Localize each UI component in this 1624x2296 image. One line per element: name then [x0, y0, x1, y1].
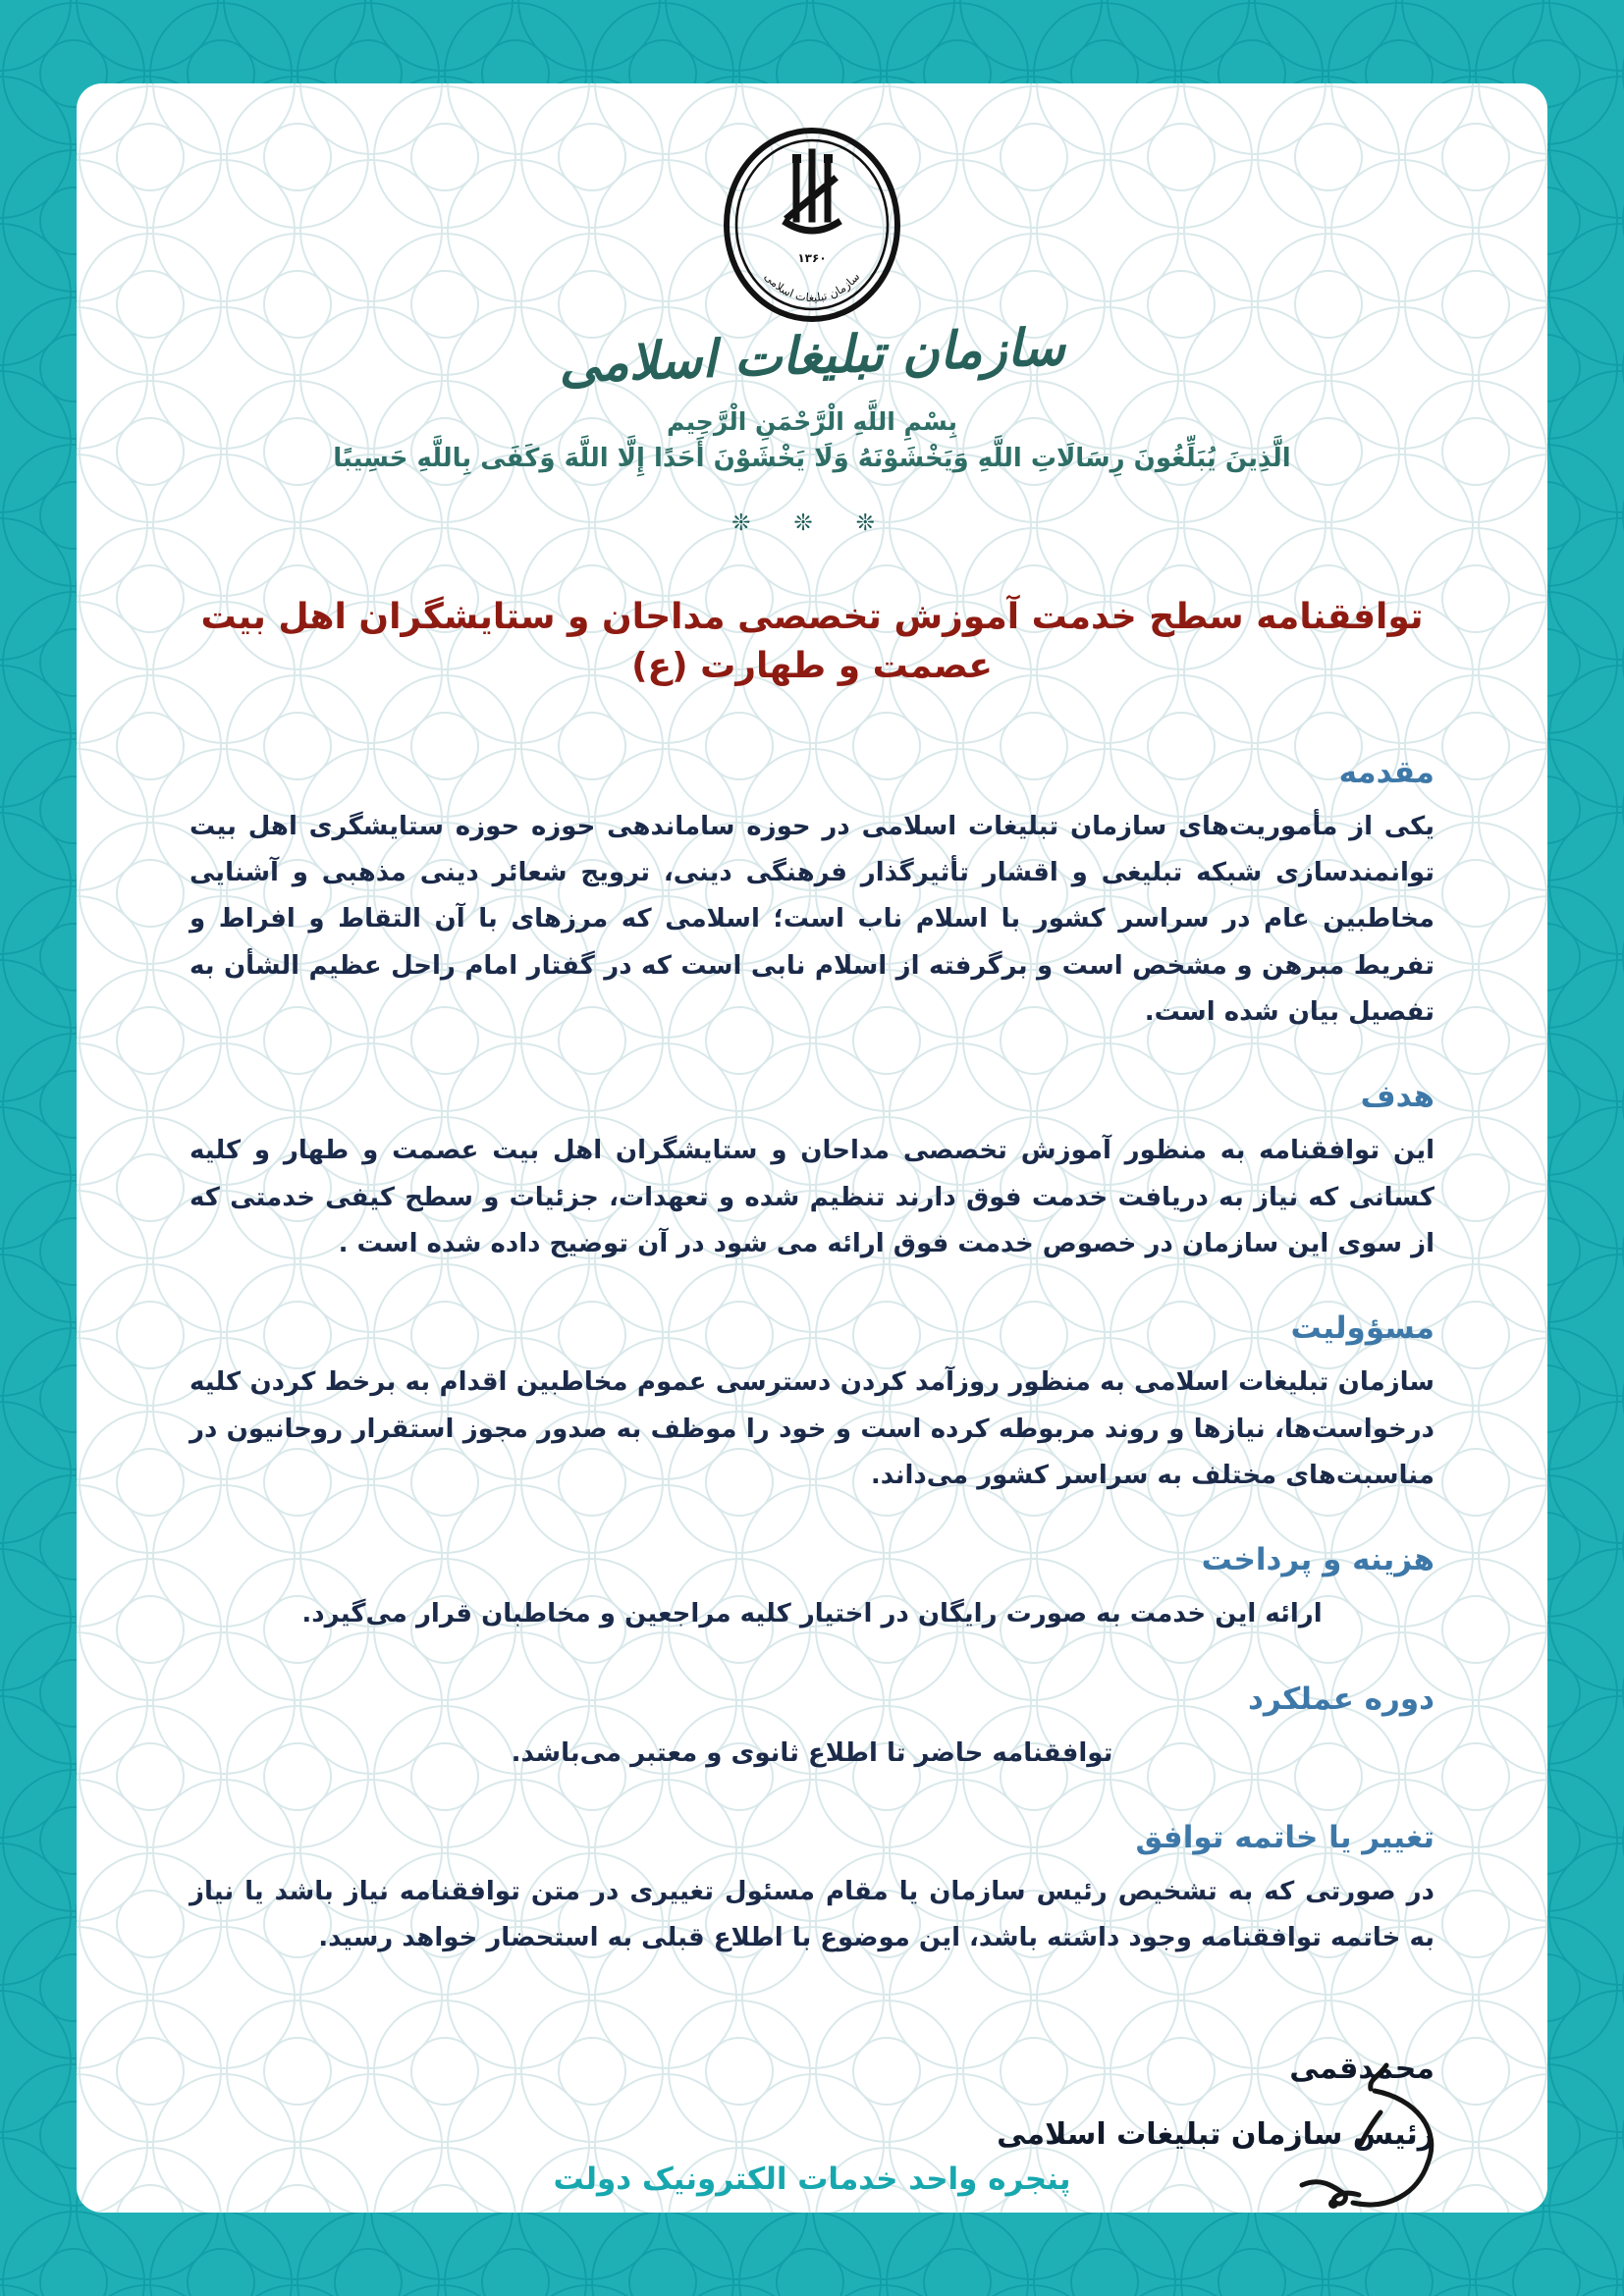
- section-body: توافقنامه حاضر تا اطلاع ثانوی و معتبر می‌باشد.: [511, 1737, 1113, 1768]
- section-heading: هدف: [1360, 1079, 1435, 1115]
- letter-content: [77, 83, 1547, 2152]
- logo-ring-text: سازمان تبلیغات اسلامی: [761, 269, 863, 305]
- section-body: در صورتی که به تشخیص رئیس سازمان یا مقام مسئول تغییری در متن توافقنامه نیاز باشد یا نیاز به خاتمه توافقنامه وجود داشته باشد، این موضوع با اطلاع قبلی به استحضار خواهد رسید.: [189, 1876, 1435, 1953]
- section-body: یکی از مأموریت‌های سازمان تبلیغات اسلامی در حوزه ساماندهی حوزه حوزه ستایشگری اهل بیت توانمندسازی شبکه تبلیغی و اقشار تأثیرگذار فرهنگی دینی، ترویج شعائر دینی مذهبی و آشنایی مخاطبین عام در سراسر کشور با اسلام ناب است؛ اسلامی که مرزهای با آن التقاط و افراط و تفریط مبرهن و مشخص است و برگرفته از اسلام نابی است که در گفتار امام راحل عظیم الشأن به تفصیل بیان شده است.: [189, 811, 1435, 1028]
- section-validity-period: [189, 1682, 1435, 1777]
- organization-calligraphy: سازمان تبلیغات اسلامی: [558, 318, 1066, 395]
- signatory-name: محمدقمی: [1289, 2052, 1435, 2087]
- bismillah-line: بِسْمِ اللَّهِ الْرَّحْمَنِ الْرَّحِیم: [667, 407, 957, 436]
- section-heading: هزینه و پرداخت: [1201, 1542, 1435, 1578]
- section-heading: تغییر یا خاتمه توافق: [1135, 1819, 1435, 1855]
- section-cost-payment: [189, 1542, 1435, 1637]
- section-heading: مسؤولیت: [1290, 1310, 1435, 1347]
- signatory-role: رئیس سازمان تبلیغات اسلامی: [997, 2117, 1435, 2153]
- section-body: سازمان تبلیغات اسلامی به منظور روزآمد کردن دسترسی عموم مخاطبین اقدام به برخط کردن کلیه درخواست‌ها، نیازها و روند مربوطه کرده است و خود را موظف به صدور مجوز استقرار روحانیون در مناسبت‌های مختلف به سراسر کشور می‌داند.: [189, 1367, 1435, 1490]
- emblem-icon: [718, 125, 906, 325]
- section-heading: دوره عملکرد: [1248, 1681, 1435, 1717]
- signature-block: [973, 2052, 1435, 2152]
- quran-verse: الَّذِینَ یُبَلِّغُونَ رِسَالَاتِ اللَّهِ وَیَخْشَوْنَهُ وَلَا یَخْشَوْنَ أَحَدًا إِلَّا اللَّهَ وَکَفَی بِاللَّهِ حَسِیبًا: [333, 444, 1291, 473]
- section-goal: [189, 1079, 1435, 1267]
- logo-year: ۱۳۶۰: [797, 251, 827, 265]
- ornament-asterisks: ❊ ❊ ❊: [731, 510, 893, 536]
- footer-service-window: پنجره واحد خدمات الکترونیک دولت: [553, 2162, 1071, 2197]
- section-body: این توافقنامه به منظور آموزش تخصصی مداحان و ستایشگران اهل بیت عصمت و طهار و کلیه کسانی که نیاز به دریافت خدمت فوق دارند تنظیم شده و تعهدات، جزئیات و سطح کیفی خدمتی که از سوی این سازمان در خصوص خدمت فوق ارائه می شود در آن توضیح داده شده است .: [189, 1136, 1435, 1258]
- section-change-termination: [189, 1820, 1435, 1962]
- section-introduction: [189, 755, 1435, 1037]
- section-heading: مقدمه: [1338, 754, 1435, 790]
- document-title: توافقنامه سطح خدمت آموزش تخصصی مداحان و ستایشگران اهل بیت عصمت و طهارت (ع): [200, 597, 1424, 687]
- letter-card: [77, 83, 1547, 2213]
- section-responsibility: [189, 1310, 1435, 1499]
- section-body: ارائه این خدمت به صورت رایگان در اختیار کلیه مراجعین و مخاطبان قرار می‌گیرد.: [301, 1599, 1323, 1629]
- organization-logo: [189, 125, 1435, 325]
